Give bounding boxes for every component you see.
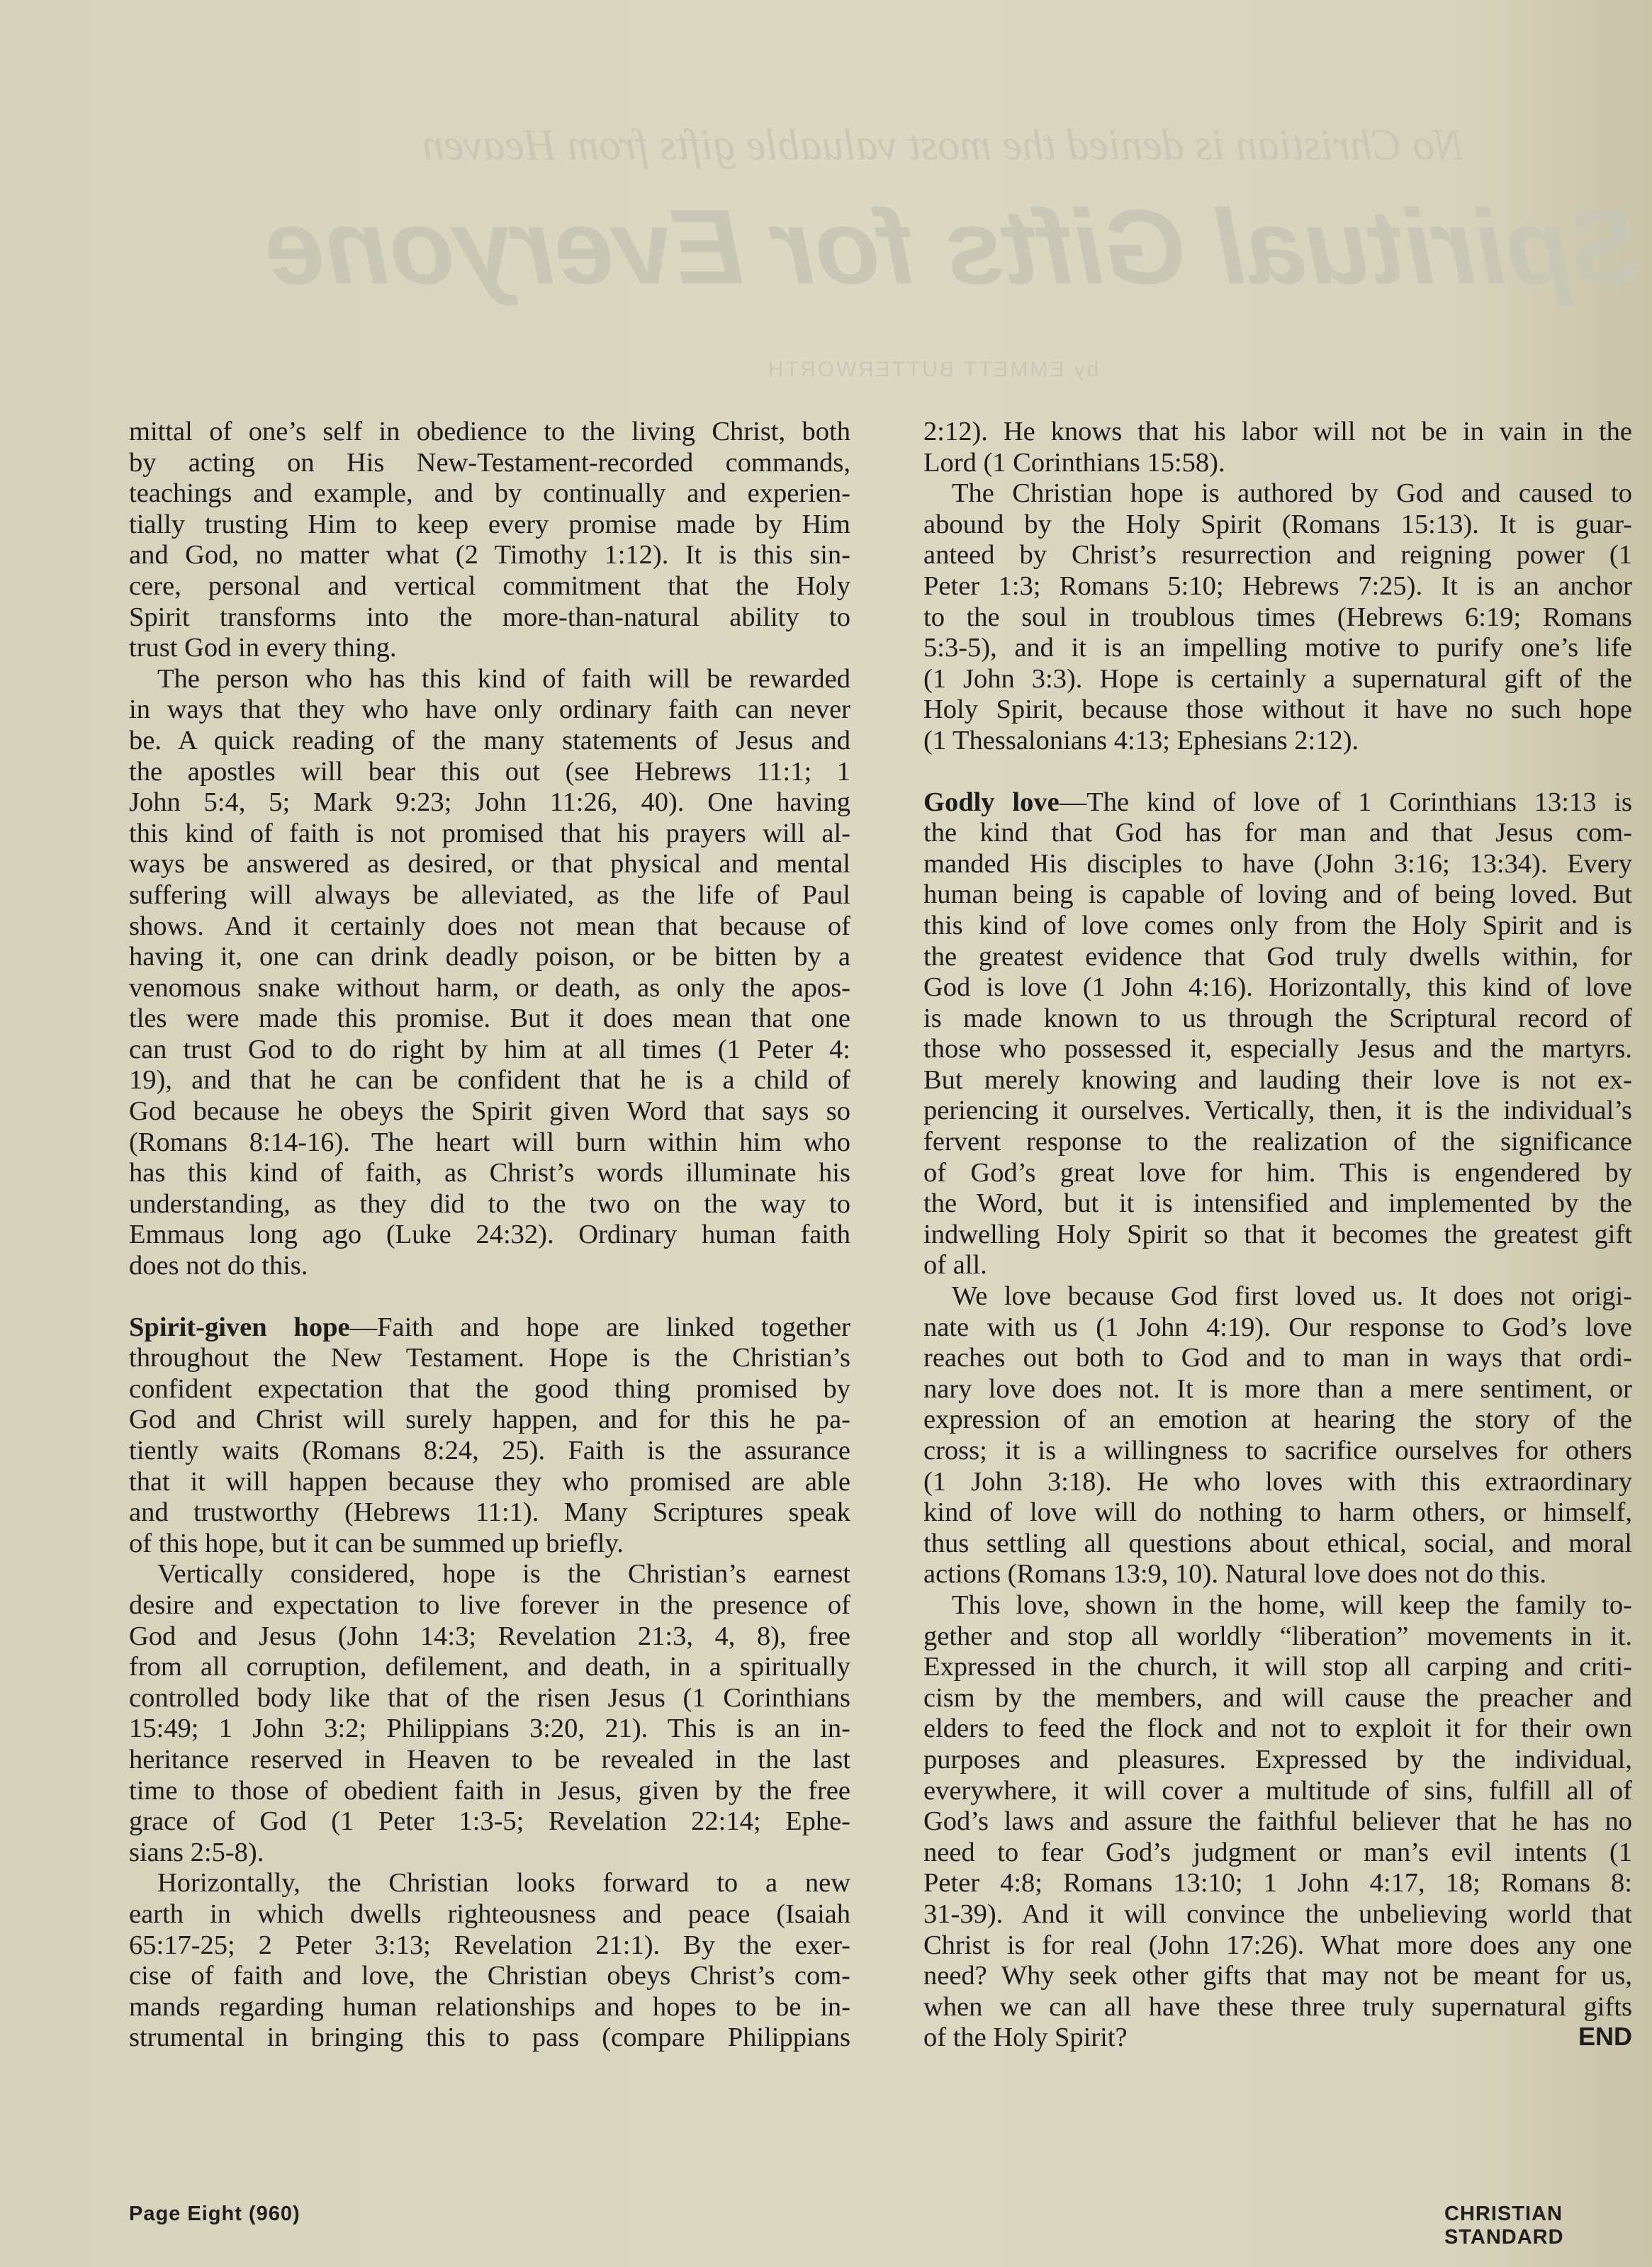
text-line bbox=[923, 1868, 1632, 1899]
line-text: heritance reserved in Heaven to be revealed in the last bbox=[129, 1744, 850, 1774]
end-mark: END bbox=[1578, 2022, 1632, 2052]
text-line bbox=[129, 1096, 850, 1127]
line-text: cere, personal and vertical commitment that the Holy bbox=[129, 570, 850, 601]
text-line bbox=[129, 1838, 850, 1869]
text-line bbox=[129, 911, 850, 943]
text-line bbox=[923, 1405, 1632, 1436]
line-text: human being is capable of loving and of being loved. But bbox=[923, 879, 1632, 910]
line-text: need? Why seek other gifts that may not be meant for us, bbox=[923, 1961, 1632, 1991]
text-line bbox=[923, 972, 1632, 1003]
line-text: gether and stop all worldly “liberation” movements in it. bbox=[923, 1621, 1632, 1651]
line-text: those who possessed it, especially Jesus and the martyrs. bbox=[923, 1034, 1632, 1064]
line-text: cross; it is a willingness to sacrifice ourselves for others bbox=[923, 1436, 1632, 1466]
line-text: Expressed in the church, it will stop all carping and criti- bbox=[923, 1652, 1632, 1682]
line-text: tially trusting Him to keep every promise made by Him bbox=[129, 509, 850, 539]
text-line bbox=[923, 540, 1632, 571]
line-text: controlled body like that of the risen Jesus (1 Corinthians bbox=[129, 1682, 850, 1713]
text-line bbox=[129, 1930, 850, 1962]
line-text: throughout the New Testament. Hope is the Christian’s bbox=[129, 1343, 850, 1373]
line-text: is made known to us through the Scriptural record of bbox=[923, 1003, 1632, 1033]
line-text: fervent response to the realization of the significance bbox=[923, 1127, 1632, 1157]
line-text: Christ is for real (John 17:26). What more does any one bbox=[923, 1930, 1632, 1960]
text-line bbox=[129, 1745, 850, 1776]
text-line bbox=[129, 633, 850, 664]
text-line bbox=[129, 1559, 850, 1590]
line-text: venomous snake without harm, or death, as only the apos- bbox=[129, 972, 850, 1003]
love-response-paragraph bbox=[923, 1281, 1632, 1590]
line-text: indwelling Holy Spirit so that it becomes the greatest gift bbox=[923, 1219, 1632, 1249]
line-text: everywhere, it will cover a multitude of sins, fulfill all of bbox=[923, 1775, 1632, 1806]
text-line bbox=[923, 1930, 1632, 1962]
line-text: strumental in bringing this to pass (compare Philippians bbox=[129, 2023, 850, 2053]
text-line bbox=[129, 1127, 850, 1159]
text-line bbox=[923, 1806, 1632, 1838]
text-line bbox=[129, 942, 850, 973]
text-line bbox=[923, 571, 1632, 602]
text-line bbox=[129, 1251, 850, 1282]
line-text: mittal of one’s self in obedience to the living Christ, both bbox=[129, 417, 850, 446]
text-line bbox=[129, 1343, 850, 1374]
line-text: does not do this. bbox=[129, 1251, 308, 1281]
left-column bbox=[129, 417, 850, 2054]
text-line bbox=[923, 1003, 1632, 1035]
text-line bbox=[923, 1529, 1632, 1560]
text-line bbox=[923, 849, 1632, 880]
line-text: by acting on His New-Testament-recorded commands, bbox=[129, 447, 850, 478]
text-line bbox=[129, 1714, 850, 1745]
text-line bbox=[129, 1065, 850, 1096]
text-line bbox=[923, 1158, 1632, 1189]
text-line bbox=[923, 1312, 1632, 1344]
text-line bbox=[129, 1436, 850, 1467]
line-text: purposes and pleasures. Expressed by the individual, bbox=[923, 1744, 1632, 1774]
publication-name: CHRISTIAN STANDARD bbox=[1444, 2203, 1564, 2249]
page-number: Page Eight (960) bbox=[129, 2203, 300, 2225]
text-line bbox=[923, 633, 1632, 664]
line-text: anteed by Christ’s resurrection and reigning power (1 bbox=[923, 540, 1632, 570]
text-line bbox=[129, 417, 850, 448]
line-text: actions (Romans 13:9, 10). Natural love does not do this. bbox=[923, 1559, 1546, 1590]
line-text: kind of love will do nothing to harm others, or himself, bbox=[923, 1497, 1632, 1528]
text-line bbox=[923, 1034, 1632, 1065]
text-line bbox=[129, 478, 850, 510]
ghost-title: Spiritual Gifts for Everyone bbox=[265, 187, 1642, 306]
text-line bbox=[923, 1992, 1632, 2023]
text-line bbox=[129, 1776, 850, 1807]
line-text: Lord (1 Corinthians 15:58). bbox=[923, 447, 1225, 478]
line-text: the Word, but it is intensified and implemented by the bbox=[923, 1188, 1632, 1219]
line-text: nary love does not. It is more than a mere sentiment, or bbox=[923, 1373, 1632, 1404]
hope-paragraph-end bbox=[923, 417, 1632, 478]
line-text: be. A quick reading of the many statements of Jesus and bbox=[129, 725, 850, 755]
text-line bbox=[923, 1127, 1632, 1158]
text-line bbox=[129, 540, 850, 571]
text-line bbox=[129, 726, 850, 757]
line-text: trust God in every thing. bbox=[129, 633, 397, 663]
line-text: and God, no matter what (2 Timothy 1:12). It is this sin- bbox=[129, 540, 850, 570]
text-line bbox=[129, 973, 850, 1004]
line-text: 31-39). And it will convince the unbelieving world that bbox=[923, 1898, 1632, 1929]
line-text: 2:12). He knows that his labor will not be in vain in the bbox=[923, 417, 1632, 446]
text-line bbox=[923, 1497, 1632, 1529]
line-text: the greatest evidence that God truly dwells within, for bbox=[923, 941, 1632, 972]
line-text: understanding, as they did to the two on the way to bbox=[129, 1188, 850, 1219]
line-text: God and Christ will surely happen, and for this he pa- bbox=[129, 1405, 850, 1435]
line-text: from all corruption, defilement, and death, in a spiritually bbox=[129, 1652, 850, 1682]
text-line bbox=[129, 849, 850, 880]
line-text: sians 2:5-8). bbox=[129, 1837, 264, 1867]
line-text: God and Jesus (John 14:3; Revelation 21:3, 4, 8), free bbox=[129, 1621, 850, 1651]
text-line bbox=[129, 1312, 850, 1344]
text-line bbox=[923, 1714, 1632, 1745]
section-heading: Spirit-given hope bbox=[129, 1312, 350, 1342]
line-text: Emmaus long ago (Luke 24:32). Ordinary human faith bbox=[129, 1220, 850, 1250]
text-line bbox=[129, 819, 850, 850]
line-text: mands regarding human relationships and hopes to be in- bbox=[129, 1991, 850, 2022]
text-line bbox=[923, 1281, 1632, 1312]
line-text: when we can all have these three truly supernatural gifts bbox=[923, 1991, 1632, 2022]
text-line bbox=[923, 2023, 1632, 2054]
text-line bbox=[923, 1776, 1632, 1807]
text-line bbox=[129, 694, 850, 726]
line-text: 65:17-25; 2 Peter 3:13; Revelation 21:1). By the exer- bbox=[129, 1930, 850, 1960]
line-text: this kind of love comes only from the Holy Spirit and is bbox=[923, 910, 1632, 940]
text-line bbox=[923, 1683, 1632, 1714]
text-line bbox=[923, 1590, 1632, 1621]
line-text: (1 John 3:18). He who loves with this extraordinary bbox=[923, 1466, 1632, 1497]
text-line bbox=[129, 1899, 850, 1930]
line-text: Vertically considered, hope is the Christian’s earnest bbox=[157, 1559, 850, 1590]
text-line bbox=[923, 664, 1632, 695]
line-text: —Faith and hope are linked together bbox=[349, 1312, 850, 1342]
text-line bbox=[923, 1436, 1632, 1467]
line-text: of God’s great love for him. This is engendered by bbox=[923, 1157, 1632, 1188]
line-text: to the soul in troublous times (Hebrews 6:19; Romans bbox=[923, 602, 1632, 632]
text-line bbox=[129, 1497, 850, 1529]
text-line bbox=[923, 1559, 1632, 1590]
text-line bbox=[129, 1652, 850, 1683]
text-line bbox=[923, 417, 1632, 448]
line-text: earth in which dwells righteousness and peace (Isaiah bbox=[129, 1898, 850, 1929]
text-line bbox=[129, 1590, 850, 1621]
text-line bbox=[923, 1467, 1632, 1498]
text-line bbox=[923, 1220, 1632, 1251]
line-text: periencing it ourselves. Vertically, then, it is the individual’s bbox=[923, 1096, 1632, 1126]
line-text: confident expectation that the good thing promised by bbox=[129, 1373, 850, 1404]
text-line bbox=[129, 1868, 850, 1899]
line-text: ways be answered as desired, or that physical and mental bbox=[129, 849, 850, 879]
text-line bbox=[923, 1250, 1632, 1281]
line-text: elders to feed the flock and not to exploit it for their own bbox=[923, 1714, 1632, 1744]
line-text: desire and expectation to live forever in the presence of bbox=[129, 1590, 850, 1620]
line-text: tiently waits (Romans 8:24, 25). Faith is the assurance bbox=[129, 1436, 850, 1466]
text-line bbox=[923, 1188, 1632, 1220]
text-line bbox=[923, 1745, 1632, 1776]
line-text: of all. bbox=[923, 1250, 987, 1281]
line-text: (1 John 3:3). Hope is certainly a supernatural gift of the bbox=[923, 663, 1632, 694]
line-text: that it will happen because they who promised are able bbox=[129, 1466, 850, 1497]
text-line bbox=[923, 478, 1632, 510]
line-text: and trustworthy (Hebrews 11:1). Many Scriptures speak bbox=[129, 1497, 850, 1528]
text-line bbox=[129, 787, 850, 819]
line-text: in ways that they who have only ordinary faith can never bbox=[129, 694, 850, 725]
line-text: Holy Spirit, because those without it have no such hope bbox=[923, 694, 1632, 725]
love-section bbox=[923, 787, 1632, 1282]
line-text: teachings and example, and by continually and experien- bbox=[129, 478, 850, 509]
text-line bbox=[129, 1992, 850, 2023]
text-line bbox=[129, 1374, 850, 1405]
line-text: 15:49; 1 John 3:2; Philippians 3:20, 21). This is an in- bbox=[129, 1714, 850, 1744]
line-text: abound by the Holy Spirit (Romans 15:13). It is guar- bbox=[923, 509, 1632, 539]
line-text: time to those of obedient faith in Jesus, given by the free bbox=[129, 1775, 850, 1806]
text-line bbox=[129, 2023, 850, 2054]
line-text: Peter 4:8; Romans 13:10; 1 John 4:17, 18; Romans 8: bbox=[923, 1868, 1632, 1898]
text-line bbox=[923, 448, 1632, 479]
text-line bbox=[129, 1467, 850, 1498]
line-text: Peter 1:3; Romans 5:10; Hebrews 7:25). It is an anchor bbox=[923, 570, 1632, 601]
text-line bbox=[129, 510, 850, 541]
text-line bbox=[923, 1065, 1632, 1096]
faith-paragraph-end bbox=[129, 417, 850, 664]
line-text: cise of faith and love, the Christian obeys Christ’s com- bbox=[129, 1961, 850, 1991]
line-text: God is love (1 John 4:16). Horizontally, this kind of love bbox=[923, 972, 1632, 1003]
line-text: grace of God (1 Peter 1:3-5; Revelation 22:14; Ephe- bbox=[129, 1806, 850, 1837]
hope-horizontal-paragraph bbox=[129, 1868, 850, 2054]
ghost-subtitle: No Christian is denied the most valuable gifts from Heaven bbox=[422, 121, 1464, 169]
line-text: tles were made this promise. But it does mean that one bbox=[129, 1003, 850, 1034]
text-line bbox=[923, 1343, 1632, 1374]
text-line bbox=[129, 1961, 850, 1992]
text-line bbox=[923, 1899, 1632, 1930]
text-line bbox=[923, 694, 1632, 726]
line-text: God because he obeys the Spirit given Word that says so bbox=[129, 1096, 850, 1127]
text-line bbox=[129, 1035, 850, 1066]
line-text: (1 Thessalonians 4:13; Ephesians 2:12). bbox=[923, 725, 1359, 755]
line-text: this kind of faith is not promised that his prayers will al- bbox=[129, 818, 850, 848]
line-text: shows. And it certainly does not mean that because of bbox=[129, 911, 850, 941]
line-text: The Christian hope is authored by God and caused to bbox=[952, 478, 1632, 509]
text-line bbox=[129, 664, 850, 695]
text-line bbox=[129, 757, 850, 788]
text-line bbox=[129, 1405, 850, 1436]
line-text: This love, shown in the home, will keep the family to- bbox=[952, 1590, 1632, 1620]
text-line bbox=[129, 602, 850, 634]
hope-section bbox=[129, 1312, 850, 1560]
text-line bbox=[923, 510, 1632, 541]
line-text: thus settling all questions about ethical, social, and moral bbox=[923, 1528, 1632, 1558]
line-text: nate with us (1 John 4:19). Our response to God’s love bbox=[923, 1312, 1632, 1342]
right-column bbox=[923, 417, 1632, 2054]
line-text: —The kind of love of 1 Corinthians 13:13 is bbox=[1059, 787, 1633, 817]
line-text: God’s laws and assure the faithful believer that he has no bbox=[923, 1806, 1632, 1837]
text-line bbox=[129, 571, 850, 602]
text-line bbox=[923, 879, 1632, 911]
line-text: suffering will always be alleviated, as the life of Paul bbox=[129, 879, 850, 910]
text-line bbox=[129, 1220, 850, 1251]
line-text: John 5:4, 5; Mark 9:23; John 11:26, 40). One having bbox=[129, 787, 850, 818]
line-text: (Romans 8:14-16). The heart will burn within him who bbox=[129, 1127, 850, 1157]
line-text: cism by the members, and will cause the preacher and bbox=[923, 1682, 1632, 1713]
line-text: of the Holy Spirit? bbox=[923, 2023, 1128, 2053]
faith-rewards-paragraph bbox=[129, 664, 850, 1282]
text-line bbox=[129, 1003, 850, 1035]
line-text: expression of an emotion at hearing the story of the bbox=[923, 1405, 1632, 1435]
line-text: can trust God to do right by him at all times (1 Peter 4: bbox=[129, 1034, 850, 1064]
text-line bbox=[923, 726, 1632, 757]
text-line bbox=[129, 880, 850, 911]
text-line bbox=[923, 1374, 1632, 1405]
text-line bbox=[923, 1096, 1632, 1127]
line-text: reaches out both to God and to man in ways that ordi- bbox=[923, 1343, 1632, 1373]
text-line bbox=[923, 1961, 1632, 1992]
line-text: Spirit transforms into the more-than-natural ability to bbox=[129, 602, 850, 632]
text-line bbox=[923, 1838, 1632, 1869]
line-text: has this kind of faith, as Christ’s words illuminate his bbox=[129, 1158, 850, 1188]
text-line bbox=[129, 1683, 850, 1714]
text-line bbox=[129, 1621, 850, 1653]
line-text: manded His disciples to have (John 3:16; 13:34). Every bbox=[923, 848, 1632, 879]
text-line bbox=[923, 942, 1632, 973]
line-text: But merely knowing and lauding their love is not ex- bbox=[923, 1064, 1632, 1095]
line-text: The person who has this kind of faith will be rewarded bbox=[157, 663, 850, 694]
text-line bbox=[129, 448, 850, 479]
text-line bbox=[129, 1806, 850, 1838]
text-line bbox=[129, 1189, 850, 1220]
line-text: having it, one can drink deadly poison, or be bitten by a bbox=[129, 942, 850, 972]
text-line bbox=[923, 911, 1632, 942]
line-text: of this hope, but it can be summed up briefly. bbox=[129, 1528, 624, 1558]
text-line bbox=[129, 1158, 850, 1189]
section-heading: Godly love bbox=[923, 787, 1060, 817]
line-text: the kind that God has for man and that Jesus com- bbox=[923, 818, 1632, 848]
line-text: 19), and that he can be confident that he is a child of bbox=[129, 1065, 850, 1096]
love-home-paragraph bbox=[923, 1590, 1632, 2054]
text-line bbox=[923, 787, 1632, 819]
text-line bbox=[923, 1621, 1632, 1653]
text-line bbox=[129, 1529, 850, 1560]
hope-vertical-paragraph bbox=[129, 1559, 850, 1868]
line-text: need to fear God’s judgment or man’s evil intents (1 bbox=[923, 1837, 1632, 1867]
text-line bbox=[923, 1652, 1632, 1683]
line-text: the apostles will bear this out (see Hebrews 11:1; 1 bbox=[129, 756, 850, 787]
line-text: 5:3-5), and it is an impelling motive to purify one’s life bbox=[923, 633, 1632, 663]
line-text: Horizontally, the Christian looks forward to a new bbox=[157, 1868, 850, 1898]
line-text: We love because God first loved us. It does not origi- bbox=[952, 1281, 1632, 1312]
ghost-byline: by EMMETT BUTTERWORTH bbox=[765, 358, 1099, 381]
hope-authored-paragraph bbox=[923, 478, 1632, 756]
text-line bbox=[923, 602, 1632, 634]
text-line bbox=[923, 818, 1632, 849]
